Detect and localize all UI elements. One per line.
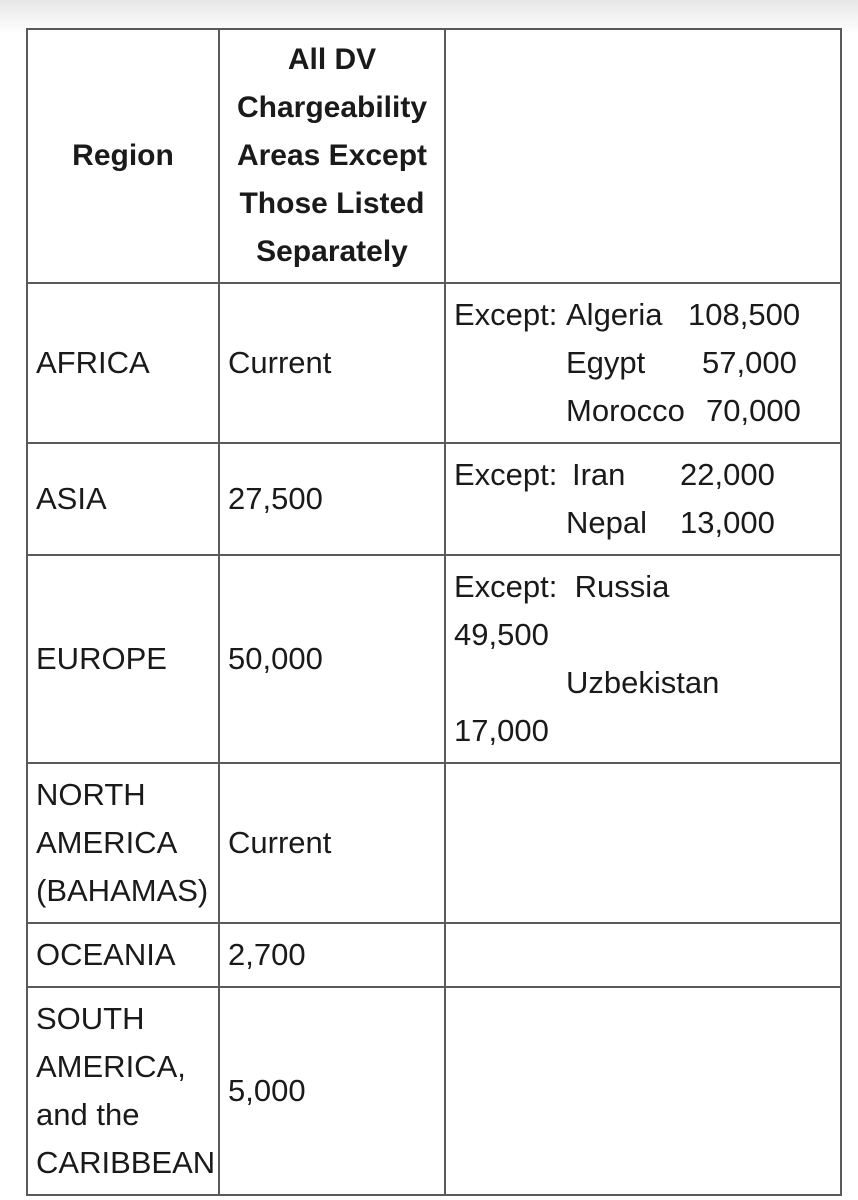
exceptions-cell xyxy=(445,283,841,443)
table-row xyxy=(27,987,841,1195)
except-label: Except: xyxy=(454,297,558,332)
country-name: Uzbekistan xyxy=(566,665,720,700)
table-row xyxy=(27,555,841,763)
exception-line xyxy=(454,387,832,435)
region-cell: ASIA xyxy=(27,443,219,555)
country-name: Nepal xyxy=(566,505,647,540)
cutoff-cell: Current xyxy=(219,763,445,923)
except-label xyxy=(454,339,566,387)
country-cutoff: 17,000 xyxy=(454,713,549,748)
country-cutoff: 70,000 xyxy=(706,393,801,428)
exceptions-header xyxy=(445,29,841,283)
cutoff-cell: 5,000 xyxy=(219,987,445,1195)
region-cell: NORTH AMERICA (BAHAMAS) xyxy=(27,763,219,923)
except-label: Except: xyxy=(454,457,558,492)
region-header: Region xyxy=(27,29,219,283)
region-cell: AFRICA xyxy=(27,283,219,443)
exception-line xyxy=(454,499,832,547)
country-name: Russia xyxy=(574,569,670,604)
table-row xyxy=(27,923,841,987)
exceptions-cell xyxy=(445,443,841,555)
region-cell: EUROPE xyxy=(27,555,219,763)
country-name: Algeria xyxy=(566,297,663,332)
visa-bulletin-table xyxy=(26,28,842,1196)
exceptions-cell xyxy=(445,763,841,923)
region-cell: OCEANIA xyxy=(27,923,219,987)
table-row xyxy=(27,763,841,923)
country-name: Egypt xyxy=(566,345,646,380)
all-areas-header: All DV Chargeability Areas Except Those Listed Separately xyxy=(219,29,445,283)
exception-line xyxy=(454,291,832,339)
country-name: Morocco xyxy=(566,393,685,428)
except-label xyxy=(454,499,566,547)
country-name: Iran xyxy=(572,457,626,492)
cutoff-cell: 50,000 xyxy=(219,555,445,763)
exceptions-cell xyxy=(445,555,841,763)
country-cutoff: 57,000 xyxy=(702,345,797,380)
country-cutoff: 22,000 xyxy=(680,457,775,492)
cutoff-cell: 2,700 xyxy=(219,923,445,987)
exceptions-cell xyxy=(445,987,841,1195)
exception-line xyxy=(454,563,832,611)
except-label: Except: xyxy=(454,569,558,604)
exception-line xyxy=(454,339,832,387)
cutoff-cell: Current xyxy=(219,283,445,443)
except-label xyxy=(454,387,566,435)
table-row xyxy=(27,443,841,555)
country-cutoff: 49,500 xyxy=(454,617,549,652)
country-cutoff: 108,500 xyxy=(688,297,801,332)
exceptions-cell xyxy=(445,923,841,987)
table-row xyxy=(27,283,841,443)
header-row xyxy=(27,29,841,283)
region-cell: SOUTH AMERICA, and the CARIBBEAN xyxy=(27,987,219,1195)
exception-line xyxy=(454,451,832,499)
cutoff-cell: 27,500 xyxy=(219,443,445,555)
country-cutoff: 13,000 xyxy=(680,505,775,540)
